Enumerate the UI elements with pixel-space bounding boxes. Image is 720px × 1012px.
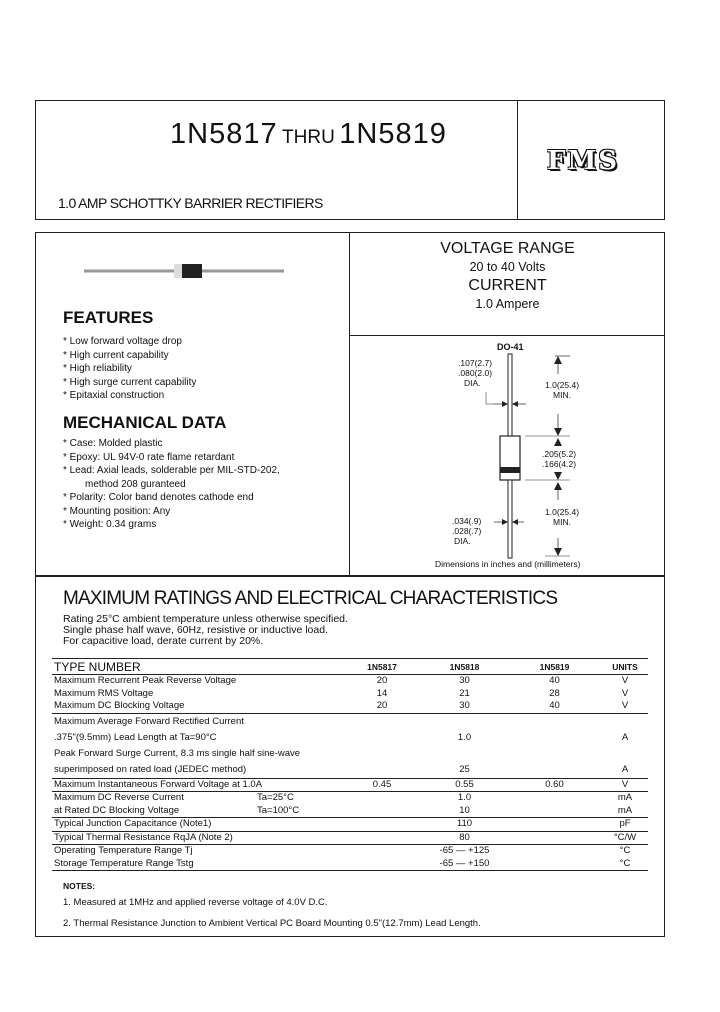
note-1: 1. Measured at 1MHz and applied reverse voltage of 4.0V D.C.: [63, 897, 328, 908]
dia-bottom-label: [452, 516, 481, 546]
condition-line: Rating 25°C ambient temperature unless otherwise specified.: [63, 613, 348, 625]
body-length-label: [542, 449, 576, 469]
lead-bot-line-2: MIN.: [553, 517, 571, 527]
dia-top-line-2: .080(2.0): [458, 368, 493, 378]
cell-value: 20: [342, 700, 422, 713]
voltage-range-label: VOLTAGE RANGE: [440, 240, 575, 257]
header-type-number: TYPE NUMBER: [52, 659, 342, 675]
cell-unit: mA: [617, 792, 633, 804]
notes-title: NOTES:: [63, 881, 96, 891]
lead-bot-line-1: 1.0(25.4): [545, 507, 580, 517]
row-label: Operating Temperature Range Tj: [54, 845, 193, 857]
cell-value: 40: [507, 700, 602, 713]
dia-top-label: [458, 358, 492, 388]
table-row: [52, 688, 648, 701]
dia-bot-line-1: .034(.9): [452, 516, 482, 526]
mechanical-item: * Polarity: Color band denotes cathode end: [63, 492, 254, 503]
table-row: [52, 858, 648, 871]
body-line-1: .205(5.2): [542, 449, 577, 459]
dia-top-line-1: .107(2.7): [458, 358, 493, 368]
subtitle: 1.0 AMP SCHOTTKY BARRIER RECTIFIERS: [58, 195, 323, 211]
feature-item: * High current capability: [63, 349, 169, 361]
lead-bottom-label: [545, 507, 579, 527]
row-label: Storage Temperature Range Tstg: [52, 858, 342, 871]
ratings-table: [52, 658, 648, 871]
cell-unit: V: [602, 778, 648, 792]
cell-unit: °C: [619, 845, 631, 857]
features-title: FEATURES: [63, 308, 154, 327]
row-label-text: Maximum DC Reverse Current: [54, 792, 184, 804]
package-name: DO-41: [497, 342, 524, 352]
cell-value: 0.60: [507, 778, 602, 792]
feature-item: * High surge current capability: [63, 376, 197, 388]
row-label: Maximum RMS Voltage: [54, 687, 154, 699]
part-title: [170, 118, 447, 151]
feature-item: * Low forward voltage drop: [63, 336, 182, 347]
part-from: 1N5817: [170, 118, 278, 150]
cell-value: -65 — +150: [422, 858, 507, 871]
cell-unit: V: [621, 687, 629, 699]
row-condition: Ta=100°C: [257, 804, 300, 816]
mechanical-item: * Case: Molded plastic: [63, 438, 163, 449]
row-condition: Ta=25°C: [257, 792, 294, 804]
cell-value: -65 — +125: [439, 845, 490, 857]
row-label: Maximum Average Forward Rectified Current: [54, 715, 244, 727]
note-2: 2. Thermal Resistance Junction to Ambient Vertical PC Board Mounting 0.5"(12.7mm) Lead Length.: [63, 918, 481, 929]
table-row: [52, 792, 648, 805]
condition-line: Single phase half wave, 60Hz, resistive or inductive load.: [63, 624, 328, 636]
header-units: UNITS: [602, 659, 648, 675]
cell-value: 0.45: [342, 778, 422, 792]
cell-value: 25: [422, 762, 507, 779]
row-label: Maximum DC Blocking Voltage: [52, 700, 342, 713]
table-row: [52, 831, 648, 845]
row-label: superimposed on rated load (JEDEC method): [52, 762, 342, 779]
dia-top-line-3: DIA.: [464, 378, 481, 388]
dia-bot-line-2: .028(.7): [452, 526, 482, 536]
mechanical-item: method 208 guranteed: [85, 478, 186, 490]
cell-value: 110: [422, 818, 507, 832]
cell-value: 10: [422, 805, 507, 818]
diode-illustration: [84, 262, 284, 280]
mechanical-item: * Lead: Axial leads, solderable per MIL-STD-202,: [63, 465, 280, 476]
ratings-summary: [350, 240, 665, 311]
mechanical-item: * Weight: 0.34 grams: [63, 519, 157, 530]
cell-value: 80: [422, 831, 507, 845]
table-row: [52, 675, 648, 688]
dimensions-note: Dimensions in inches and (millimeters): [435, 559, 581, 569]
features-list: [63, 335, 196, 403]
cell-value: 30: [422, 700, 507, 713]
table-row: [52, 713, 648, 730]
row-label: Typical Junction Capacitance (Note1): [52, 818, 342, 832]
row-label: Maximum Recurrent Peak Reverse Voltage: [54, 675, 237, 687]
lead-top-line-2: MIN.: [553, 390, 571, 400]
cell-unit: mA: [602, 805, 648, 818]
cell-value: 40: [549, 675, 560, 687]
cell-unit: A: [621, 731, 629, 743]
cell-value: 30: [459, 675, 470, 687]
cell-unit: V: [602, 700, 648, 713]
table-header-row: [52, 659, 648, 675]
cell-value: 1.0: [457, 731, 472, 743]
voltage-range-value: 20 to 40 Volts: [469, 260, 546, 274]
condition-line: For capacitive load, derate current by 20%.: [63, 635, 264, 647]
fms-logo: FMS: [547, 146, 620, 176]
thru-label: THRU: [282, 127, 335, 148]
table-row: [52, 818, 648, 832]
row-label: [52, 805, 342, 818]
mechanical-title: MECHANICAL DATA: [63, 413, 227, 432]
ratings-conditions: [63, 614, 348, 647]
row-label: [52, 792, 342, 805]
table-row: [52, 778, 648, 792]
cell-unit: pF: [602, 818, 648, 832]
feature-item: * Epitaxial construction: [63, 390, 165, 401]
lead-top-line-1: 1.0(25.4): [545, 380, 580, 390]
cell-value: 14: [376, 687, 388, 699]
cell-unit: °C: [602, 858, 648, 871]
header-1n5819: 1N5819: [507, 659, 602, 675]
dia-bot-line-3: DIA.: [454, 536, 471, 546]
table-row: [52, 805, 648, 818]
cell-unit: V: [621, 675, 629, 687]
row-label-text: at Rated DC Blocking Voltage: [54, 804, 180, 816]
mechanical-list: [63, 437, 280, 532]
row-label: Typical Thermal Resistance RqJA (Note 2): [52, 831, 342, 845]
table-row: [52, 845, 648, 858]
body-line-2: .166(4.2): [542, 459, 577, 469]
feature-item: * High reliability: [63, 363, 132, 374]
table-row: [52, 700, 648, 713]
header-1n5817: 1N5817: [342, 659, 422, 675]
table-row: [52, 746, 648, 762]
header-divider: [517, 100, 518, 220]
cell-value: 28: [549, 687, 560, 699]
cell-value: 20: [376, 675, 388, 687]
header-1n5818: 1N5818: [422, 659, 507, 675]
cell-value: 21: [459, 687, 470, 699]
mechanical-item: * Epoxy: UL 94V-0 rate flame retardant: [63, 451, 235, 463]
row-label: Peak Forward Surge Current, 8.3 ms single half sine-wave: [54, 747, 301, 759]
mechanical-item: * Mounting position: Any: [63, 505, 171, 517]
cell-value: 0.55: [422, 778, 507, 792]
row-label: .375"(9.5mm) Lead Length at Ta=90°C: [54, 731, 217, 743]
part-to: 1N5819: [339, 118, 447, 150]
cell-unit: A: [602, 762, 648, 779]
info-horizontal-divider: [349, 335, 665, 336]
table-row: [52, 730, 648, 746]
table-row: [52, 762, 648, 779]
row-label: Maximum Instantaneous Forward Voltage at 1.0A: [52, 778, 342, 792]
current-value: 1.0 Ampere: [475, 297, 540, 311]
ratings-title: MAXIMUM RATINGS AND ELECTRICAL CHARACTERISTICS: [63, 588, 558, 609]
cell-unit: °C/W: [602, 831, 648, 845]
current-label: CURRENT: [468, 277, 547, 294]
lead-top-label: [545, 380, 579, 400]
cell-value: 1.0: [457, 792, 472, 804]
